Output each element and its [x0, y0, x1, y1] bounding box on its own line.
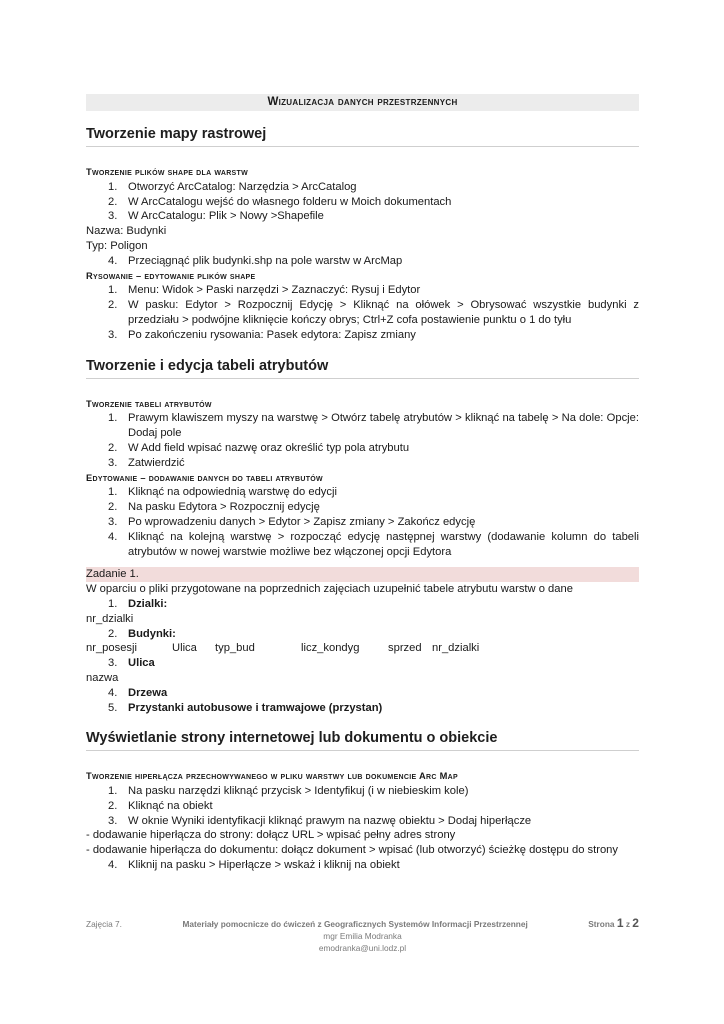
list-item: 1. Na pasku narzędzi kliknąć przycisk > Identyfikuj (i w niebieskim kole): [108, 785, 469, 798]
footer-email: emodranka@uni.lodz.pl: [318, 943, 407, 953]
field-list: [86, 641, 639, 656]
subheading-hyperlink: Tworzenie hiperłącza przechowywanego w pliku warstwy lub dokumencie Arc Map: [86, 771, 458, 782]
list-item: 4. Kliknąć na kolejną warstwę > rozpocząć edycję następnej warstwy (dodawanie kolumn do tabeli atrybutów w nowej warstwie możliwe bez włączonej opcji Edytora: [108, 530, 639, 558]
list-item: 1. Otworzyć ArcCatalog: Narzędzia > ArcCatalog: [108, 180, 357, 193]
field-name: typ_bud: [215, 642, 255, 655]
list-item: 3. Ulica: [108, 657, 155, 670]
subheading-edit-table: Edytowanie – dodawanie danych do tabeli atrybutów: [86, 472, 323, 483]
section-heading-raster-map: Tworzenie mapy rastrowej: [86, 125, 639, 147]
field-list: nazwa: [86, 671, 119, 684]
field-list: nr_dzialki: [86, 612, 134, 625]
text-line: Typ: Poligon: [86, 239, 148, 252]
task-intro: W oparciu o pliki przygotowane na poprzednich zajęciach uzupełnić tabele atrybutu warstw o dane: [86, 583, 573, 596]
field-name: nr_posesji: [86, 642, 137, 655]
page-footer: [86, 916, 639, 954]
list-item: 2. Kliknąć na obiekt: [108, 799, 213, 812]
text-line: Nazwa: Budynki: [86, 225, 167, 238]
field-name: sprzed: [388, 642, 422, 655]
list-item: 3. W ArcCatalogu: Plik > Nowy >Shapefile: [108, 210, 324, 223]
list-item: 1. Dzialki:: [108, 597, 168, 610]
list-item: 1. Menu: Widok > Paski narzędzi > Zaznaczyć: Rysuj i Edytor: [108, 284, 421, 297]
list-item: 2. W pasku: Edytor > Rozpocznij Edycję > Kliknąć na ołówek > Obrysować wszystkie budynki z przedziału > podwójne kliknięcie kończy obrys; Ctrl+Z cofa postawienie punktu o 1 do tyłu: [108, 299, 639, 326]
field-name: Ulica: [172, 642, 197, 655]
list-item: 1. Kliknąć na odpowiednią warstwę do edycji: [108, 486, 337, 499]
subheading-drawing: Rysowanie – edytowanie plików shape: [86, 270, 256, 281]
document-page: [86, 94, 639, 873]
list-item: 4. Kliknij na pasku > Hiperłącze > wskaż i kliknij na obiekt: [108, 859, 400, 872]
footer-class-number: Zajęcia 7.: [86, 919, 122, 929]
footer-author: mgr Emilia Modranka: [323, 931, 402, 941]
list-item: 5. Przystanki autobusowe i tramwajowe (przystan): [108, 701, 383, 714]
text-line: - dodawanie hiperłącza do strony: dołącz URL > wpisać pełny adres strony: [86, 829, 456, 842]
list-item: 4. Drzewa: [108, 686, 168, 699]
subheading-shape-files: Tworzenie plików shape dla warstw: [86, 167, 249, 177]
field-name: licz_kondyg: [301, 642, 360, 655]
subheading-create-table: Tworzenie tabeli atrybutów: [86, 398, 212, 409]
list-item: 2. W ArcCatalogu wejść do własnego folderu w Moich dokumentach: [108, 195, 452, 208]
task-label: Zadanie 1.: [86, 567, 639, 582]
page-number: Strona 1 z 2: [588, 916, 639, 930]
list-item: 1. Prawym klawiszem myszy na warstwę > Otwórz tabelę atrybutów > kliknąć na tabelę > Na dole: Opcje: Dodaj pole: [108, 412, 639, 440]
field-name: nr_dzialki: [432, 642, 480, 655]
section-heading-hyperlink: Wyświetlanie strony internetowej lub dokumentu o obiekcie: [86, 729, 639, 751]
list-item: 2. W Add field wpisać nazwę oraz określić typ pola atrybutu: [108, 441, 410, 454]
list-item: 4. Przeciągnąć plik budynki.shp na pole warstw w ArcMap: [108, 254, 403, 267]
list-item: 3. Po wprowadzeniu danych > Edytor > Zapisz zmiany > Zakończ edycję: [108, 515, 476, 528]
list-item: 3. Po zakończeniu rysowania: Pasek edytora: Zapisz zmiany: [108, 328, 416, 341]
list-item: 2. Budynki:: [108, 627, 176, 640]
footer-course-title: Materiały pomocnicze do ćwiczeń z Geograficznych Systemów Informacji Przestrzennej: [182, 919, 528, 929]
text-line: - dodawanie hiperłącza do dokumentu: dołącz dokument > wpisać (lub otworzyć) ścieżkę dostępu do strony: [86, 844, 619, 857]
section-heading-attribute-table: Tworzenie i edycja tabeli atrybutów: [86, 357, 639, 379]
list-item: 3. W oknie Wyniki identyfikacji kliknąć prawym na nazwę obiektu > Dodaj hiperłącze: [108, 814, 532, 827]
document-title: Wizualizacja danych przestrzennych: [86, 94, 639, 111]
list-item: 2. Na pasku Edytora > Rozpocznij edycję: [108, 501, 320, 514]
list-item: 3. Zatwierdzić: [108, 456, 185, 469]
